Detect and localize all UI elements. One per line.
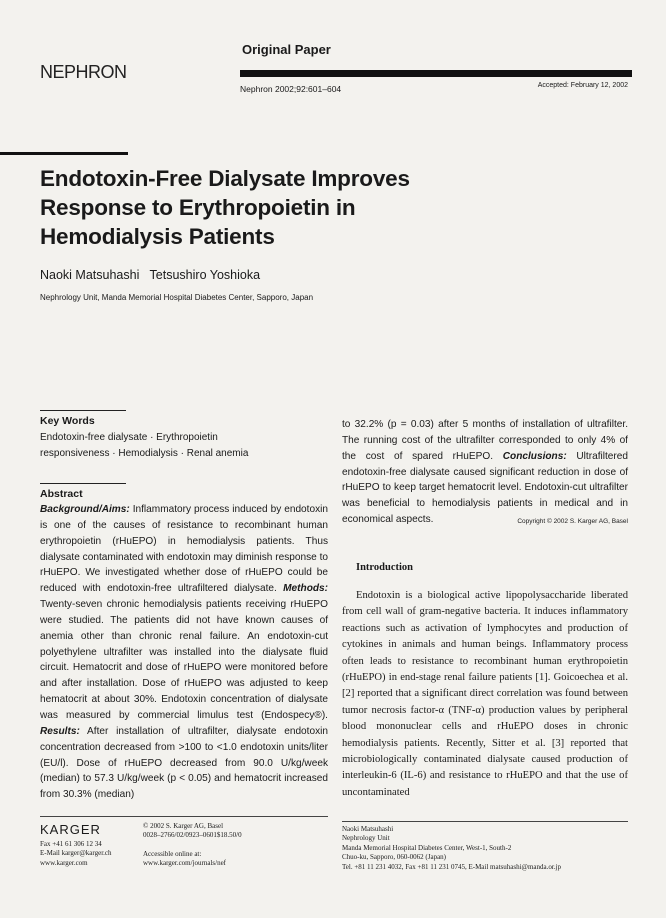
methods-label: Methods:: [283, 583, 328, 595]
footer-rule: [342, 821, 628, 822]
paper-type: Original Paper: [242, 42, 331, 57]
corr-contact: Tel. +81 11 231 4032, Fax +81 11 231 0745, E-Mail matsuhashi@manda.or.jp: [342, 862, 562, 871]
authors: Naoki Matsuhashi Tetsushiro Yoshioka: [40, 268, 261, 282]
results-continued: to 32.2% (p = 0.03) after 5 months of installation of ultrafilter. The running cost of the ultrafilter corresponded to only 4% of the cost of spared rHuEPO.: [342, 419, 628, 462]
footer-rule: [40, 816, 328, 817]
corr-name: Naoki Matsuhashi: [342, 825, 394, 833]
introduction-body: Endotoxin is a biological active lipopolysaccharide liberated from cell wall of gram-negative bacteria. It induces inflammatory reactions such as activation of lymphocytes and production of cytokines in animals and human beings. Inflammatory process often leads to resistance to recombinant human erythropoietin (rHuEPO) in end-stage renal failure patients [1]. Goicoechea et al. [2] reported that a significant direct correlation was found between tumor necrosis factor-α (TNF-α) production values by peripheral blood mononuclear cells and rHuEPO doses in chronic hemodialysis patients. Recently, Sitter et al. [3] reported that microbiologically contaminated dialysate caused production of interleukin-6 (IL-6) and resistance to rHuEPO and that the use of uncontaminated: [342, 590, 628, 798]
abstract-body: [40, 502, 328, 803]
results-label: Results:: [40, 725, 80, 737]
publisher-contact: [40, 840, 112, 868]
accepted-date: Accepted: February 12, 2002: [537, 82, 628, 89]
corr-hospital: Manda Memorial Hospital Diabetes Center, West-1, South-2: [342, 843, 512, 852]
corr-city: Chuo-ku, Sapporo, 060-0062 (Japan): [342, 853, 447, 862]
abstract-heading: Abstract: [40, 488, 83, 500]
title-rule: [0, 152, 128, 155]
correspondence: [342, 825, 561, 872]
publication-info: [143, 822, 242, 869]
methods-text: Twenty-seven chronic hemodialysis patients receiving rHuEPO were studied. The patients did not have known causes of anemia other than chronic renal failure. An endotoxin-cut polyethylene ultrafilter was installed into the dialysate fluid circuit. Hematocrit and dose of rHuEPO were monitored before and after installation. Dose of rHuEPO was adjusted to keep hematocrit at about 30%. Endotoxin concentration of dialysate was measured by commercial limulus test (Endospecy®).: [40, 599, 328, 721]
results-text: After installation of ultrafilter, dialysate endotoxin concentration decreased from >100 to <1.0 endotoxin units/liter (EU/l). Dose of rHuEPO decreased from 90.0 U/kg/week (median) to 57.3 U/kg/week (p < 0.05) and hematocrit increased from 30.3% (median): [40, 725, 328, 801]
header-rule: [240, 70, 632, 77]
footer-copyright: © 2002 S. Karger AG, Basel: [143, 822, 224, 830]
journal-logo: NEPHRON: [40, 62, 127, 82]
online-label: Accessible online at:: [143, 849, 202, 858]
keywords-rule: [40, 410, 126, 411]
keywords-line: responsiveness · Hemodialysis · Renal anemia: [40, 448, 249, 459]
publisher-web[interactable]: www.karger.com: [40, 858, 88, 867]
publisher-fax: Fax +41 61 306 12 34: [40, 840, 102, 848]
conclusions-text: Ultrafiltered endotoxin-free dialysate caused significant reduction in dose of rHuEPO to keep target hematocrit level. Endotoxin-cut ultrafilter was beneficial to hemodialysis patients in medical and in economical aspects.: [342, 450, 629, 526]
article-title: Endotoxin-Free Dialysate Improves Response to Erythropoietin in Hemodialysis Patients: [40, 166, 410, 249]
conclusions-label: Conclusions:: [502, 450, 567, 462]
abstract-continued: [342, 417, 628, 528]
affiliation: Nephrology Unit, Manda Memorial Hospital Diabetes Center, Sapporo, Japan: [40, 293, 314, 302]
background-label: Background/Aims:: [40, 504, 130, 515]
publisher-email[interactable]: E-Mail karger@karger.ch: [40, 849, 112, 858]
publisher-logo: KARGER: [40, 822, 101, 837]
citation: Nephron 2002;92:601–604: [240, 84, 342, 94]
introduction-heading: Introduction: [356, 562, 413, 573]
abstract-rule: [40, 483, 126, 484]
keywords-list: [40, 430, 248, 462]
keywords-heading: Key Words: [40, 415, 95, 427]
keywords-line: Endotoxin-free dialysate · Erythropoietin: [40, 432, 218, 443]
issn: 0028–2766/02/0923–0601$18.50/0: [143, 831, 242, 840]
online-url[interactable]: www.karger.com/journals/nef: [143, 859, 227, 868]
background-text: Inflammatory process induced by endotoxin is one of the causes of resistance to recombinant human erythropoietin (rHuEPO) in hemodialysis patients. Thus dialysate contaminated with endotoxin may diminish response to rHuEPO. We investigated whether dose of rHuEPO could be reduced with endotoxin-free ultrafiltered dialysate.: [40, 504, 328, 595]
abstract-copyright: Copyright © 2002 S. Karger AG, Basel: [517, 518, 628, 525]
corr-unit: Nephrology Unit: [342, 834, 390, 843]
